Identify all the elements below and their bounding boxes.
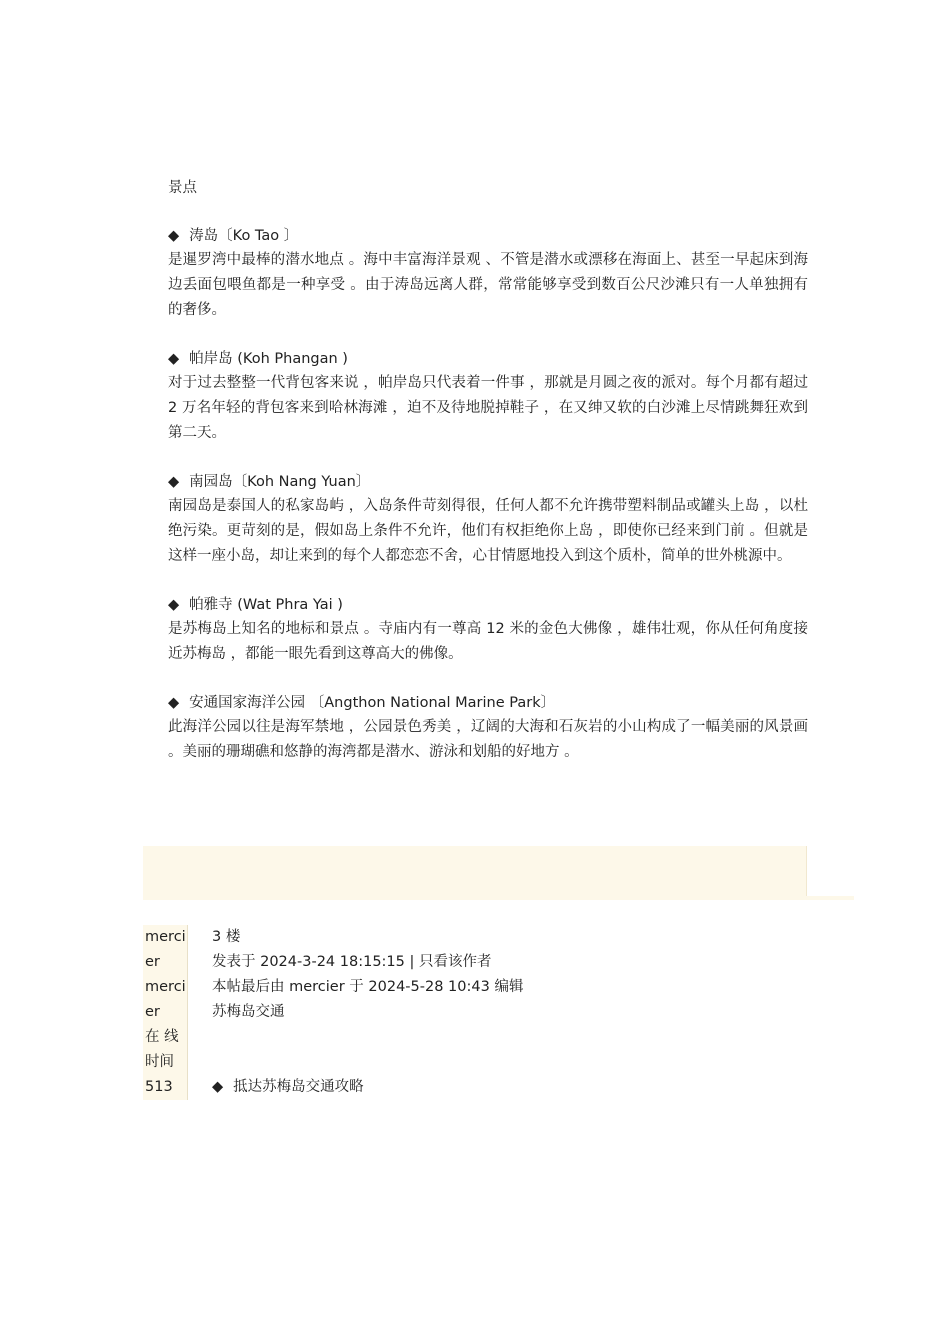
diamond-bullet-icon: ◆ <box>212 1079 224 1095</box>
section-body: 对于过去整整一代背包客来说 ，帕岸岛只代表着一件事 ，那就是月圆之夜的派对。每个月都有超过 2 万名年轻的背包客来到哈林海滩 ，迫不及待地脱掉鞋子 ，在又绅又软的白沙滩上尽情跳舞狂欢到第二天。 <box>168 375 808 441</box>
section-angthong-park <box>168 691 808 765</box>
section-koh-phangan <box>168 347 808 446</box>
author-name-line: er <box>145 1004 160 1020</box>
section-title <box>168 470 808 494</box>
section-title-text: 涛岛〔Ko Tao 〕 <box>189 228 299 244</box>
section-body: 此海洋公园以往是海军禁地 ，公园景色秀美 ，辽阔的大海和石灰岩的小山构成了一幅美丽的风景画 。美丽的珊瑚礁和悠静的海湾都是潜水、游泳和划船的好地方 。 <box>168 719 808 760</box>
section-title-text: 帕雅寺 (Wat Phra Yai ) <box>189 597 343 613</box>
diamond-bullet-icon: ◆ <box>168 597 180 613</box>
section-title <box>168 347 808 371</box>
online-time-label: 在 线 <box>145 1029 179 1045</box>
author-sidebar <box>143 925 188 1100</box>
diamond-bullet-icon: ◆ <box>168 351 180 367</box>
author-name-line[interactable]: merci <box>145 929 186 945</box>
post-subtitle <box>212 1075 812 1100</box>
online-time-value: 513 <box>145 1079 173 1095</box>
posted-meta: 发表于 2024-3-24 18:15:15 | 只看该作者 <box>212 954 492 970</box>
diamond-bullet-icon: ◆ <box>168 474 180 490</box>
post-subtitle-text: 抵达苏梅岛交通攻略 <box>233 1079 364 1095</box>
floor-number: 3 楼 <box>212 929 241 945</box>
section-ko-tao <box>168 224 808 323</box>
section-koh-nang-yuan <box>168 470 808 569</box>
author-name-line: merci <box>145 979 186 995</box>
section-title <box>168 593 808 617</box>
section-title <box>168 224 808 248</box>
section-body: 南园岛是泰国人的私家岛屿 ，入岛条件苛刻得很，任何人都不允许携带塑料制品或罐头上岛 ，以杜绝污染。更苛刻的是，假如岛上条件不允许，他们有权拒绝你上岛 ，即使你已经来到门前 。但就是这样一座小岛，却让来到的每个人都恋恋不舍，心甘情愿地投入到这个质朴，简单的世外桃源中。 <box>168 498 808 564</box>
post-divider-band-edge <box>806 896 854 900</box>
article-content <box>168 176 808 765</box>
spacer <box>212 1025 812 1050</box>
page-heading: 景点 <box>168 180 197 196</box>
section-wat-phra-yai <box>168 593 808 667</box>
reply-post <box>212 925 812 1100</box>
post-topic: 苏梅岛交通 <box>212 1004 285 1020</box>
section-title-text: 南园岛〔Koh Nang Yuan〕 <box>189 474 371 490</box>
diamond-bullet-icon: ◆ <box>168 228 180 244</box>
post-divider-band <box>143 846 807 900</box>
section-title-text: 帕岸岛 (Koh Phangan ) <box>189 351 348 367</box>
edit-notice: 本帖最后由 mercier 于 2024-5-28 10:43 编辑 <box>212 979 524 995</box>
section-body: 是暹罗湾中最棒的潜水地点 。海中丰富海洋景观 、不管是潜水或漂移在海面上、甚至一早起床到海边丢面包喂鱼都是一种享受 。由于涛岛远离人群，常常能够享受到数百公尺沙滩只有一人单独拥有的奢侈。 <box>168 252 808 318</box>
online-time-label: 时间 <box>145 1054 174 1070</box>
section-body: 是苏梅岛上知名的地标和景点 。寺庙内有一尊高 12 米的金色大佛像 ，雄伟壮观，你从任何角度接近苏梅岛 ，都能一眼先看到这尊高大的佛像。 <box>168 621 808 662</box>
section-title <box>168 691 808 715</box>
diamond-bullet-icon: ◆ <box>168 695 180 711</box>
spacer <box>212 1050 812 1075</box>
author-name-line[interactable]: er <box>145 954 160 970</box>
section-title-text: 安通国家海洋公园 〔Angthon National Marine Park〕 <box>189 695 556 711</box>
